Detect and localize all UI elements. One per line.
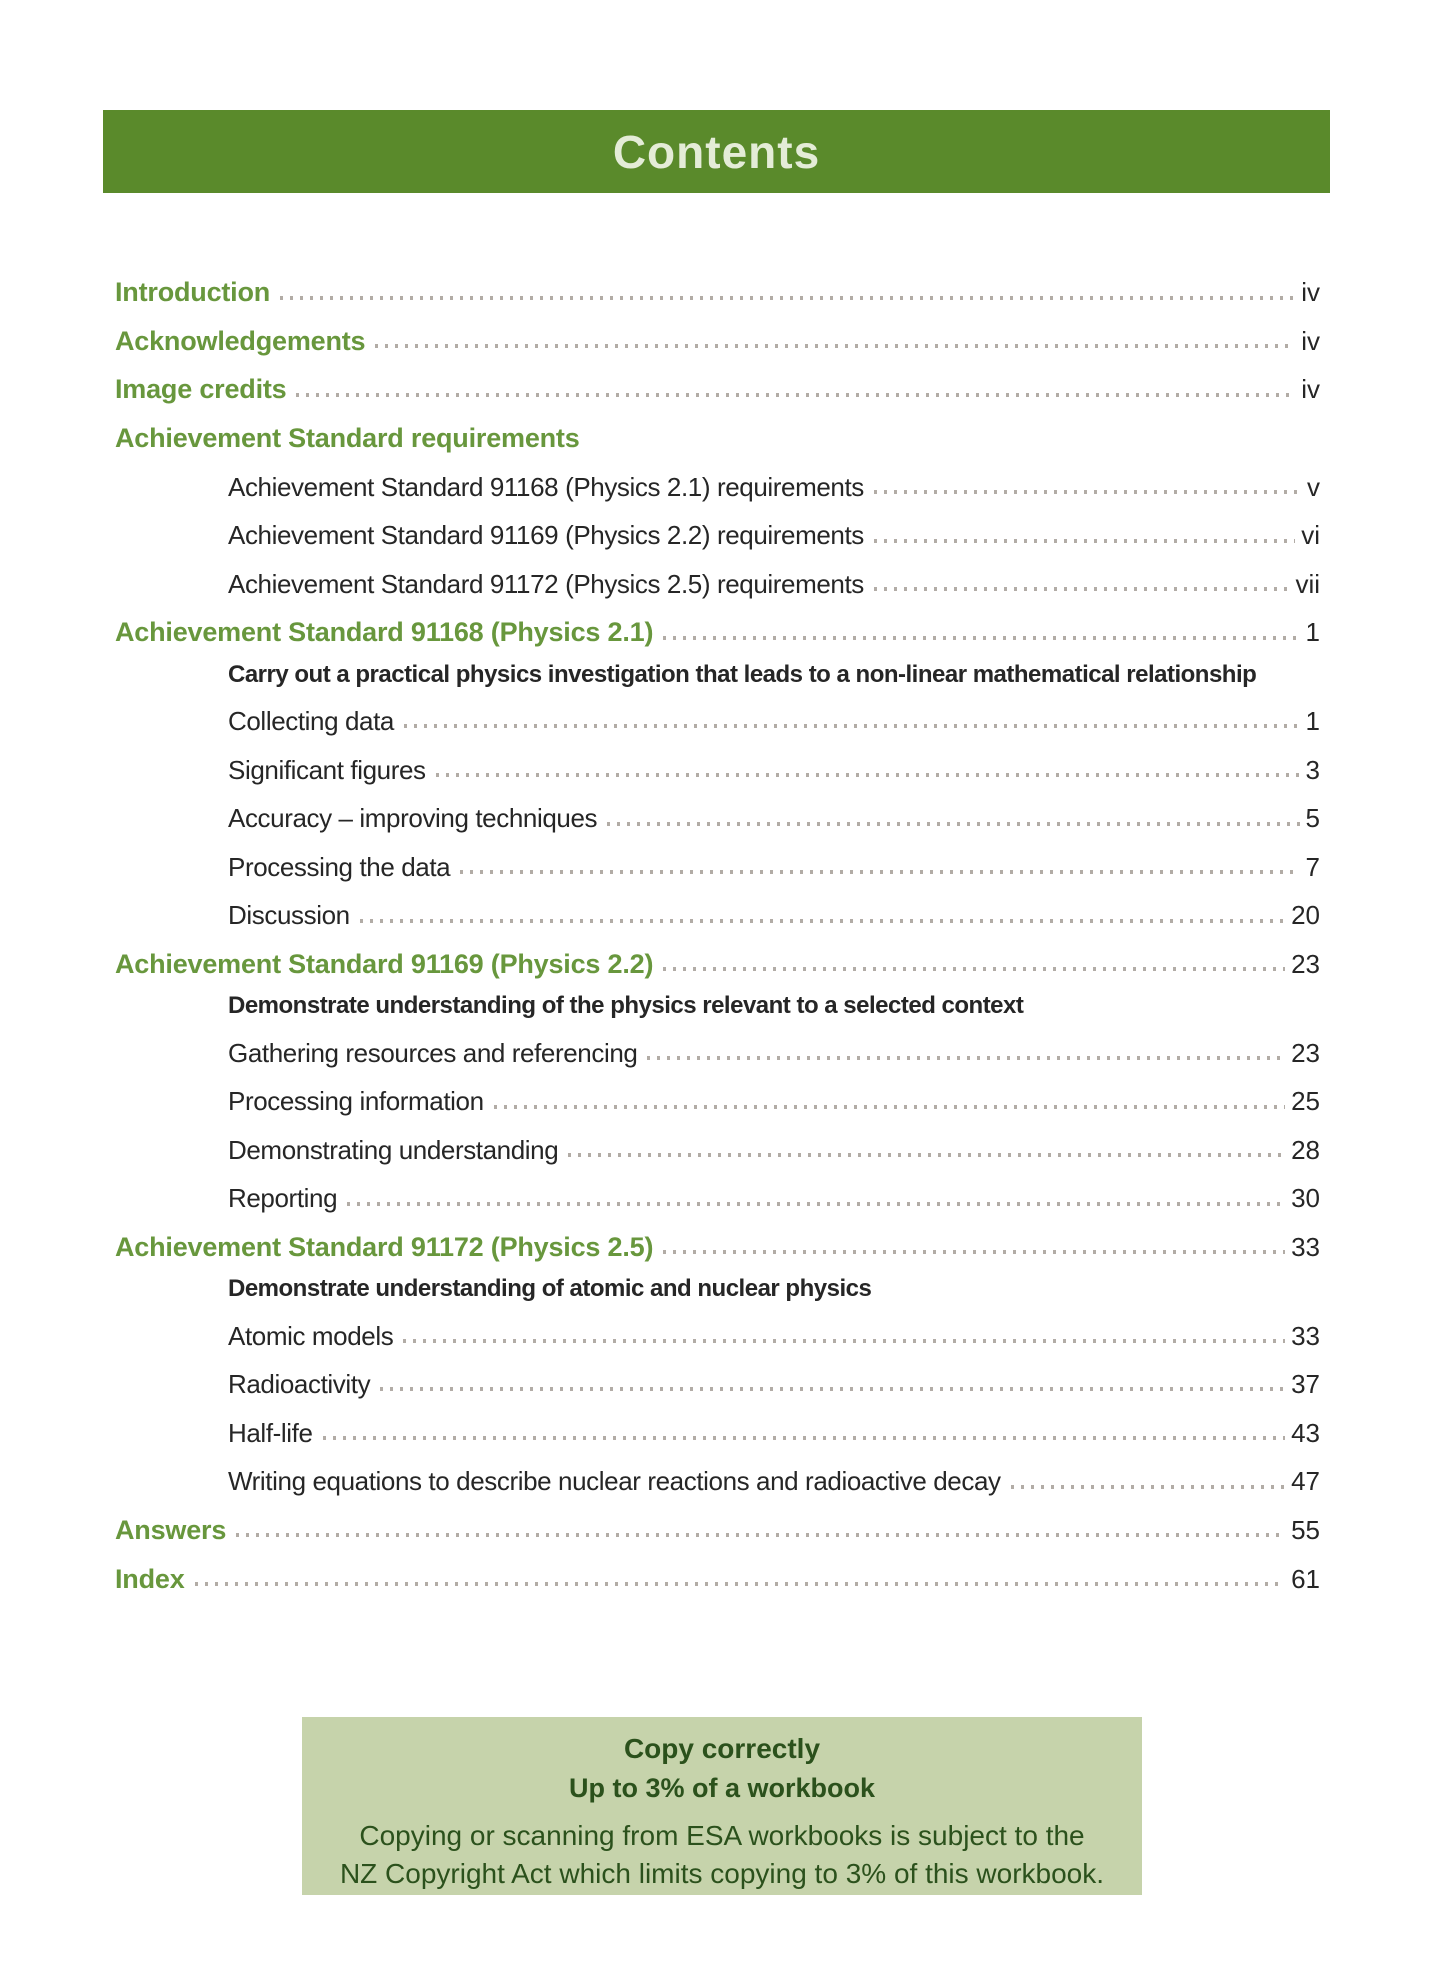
toc-row xyxy=(115,598,1320,647)
toc-row xyxy=(115,452,1320,501)
toc-row-label: Radioactivity xyxy=(228,1369,371,1400)
toc-row xyxy=(115,355,1320,404)
toc-row xyxy=(115,735,1320,784)
toc-row-label: Achievement Standard 91172 (Physics 2.5) requirements xyxy=(228,568,864,599)
toc-row-label: Demonstrating understanding xyxy=(228,1134,559,1165)
toc-row xyxy=(115,501,1320,550)
dotted-leader xyxy=(375,344,1295,348)
toc-row-page-number: 1 xyxy=(1305,706,1320,737)
toc-row xyxy=(115,1164,1320,1213)
page-title: Contents xyxy=(612,125,821,178)
dotted-leader xyxy=(663,636,1299,640)
toc-row xyxy=(115,258,1320,307)
copy-notice-box xyxy=(302,1717,1142,1895)
toc-row xyxy=(115,647,1320,687)
toc-row xyxy=(115,1067,1320,1116)
toc-row-page-number: iv xyxy=(1301,325,1320,356)
toc-row xyxy=(115,784,1320,833)
toc-row-label: Processing information xyxy=(228,1086,484,1117)
toc-row-page-number: 37 xyxy=(1291,1369,1320,1400)
toc-row xyxy=(115,1544,1320,1593)
toc-row-page-number: 47 xyxy=(1291,1466,1320,1497)
toc-row-page-number: 23 xyxy=(1291,1037,1320,1068)
dotted-leader xyxy=(494,1105,1285,1109)
toc-row-page-number: 43 xyxy=(1291,1417,1320,1448)
toc-row-page-number: 61 xyxy=(1291,1563,1320,1594)
copy-notice-body xyxy=(302,1817,1142,1893)
dotted-leader xyxy=(347,1202,1285,1206)
toc-row-label: Introduction xyxy=(115,277,271,308)
table-of-contents xyxy=(115,258,1320,1593)
toc-row-page-number: 33 xyxy=(1291,1320,1320,1351)
copy-notice-title: Copy correctly xyxy=(623,1733,821,1764)
toc-row-label: Collecting data xyxy=(228,706,394,737)
dotted-leader xyxy=(236,1533,1285,1537)
toc-row-label: Image credits xyxy=(115,374,287,405)
toc-row-label: Achievement Standard 91172 (Physics 2.5) xyxy=(115,1231,654,1262)
toc-row xyxy=(115,978,1320,1018)
toc-row xyxy=(115,1301,1320,1350)
toc-row-label: Processing the data xyxy=(228,851,451,882)
toc-row xyxy=(115,881,1320,930)
toc-row-page-number: v xyxy=(1307,471,1320,502)
toc-row-label: Achievement Standard 91169 (Physics 2.2) requirements xyxy=(228,520,864,551)
toc-row xyxy=(115,1116,1320,1165)
copy-notice-subtitle: Up to 3% of a workbook xyxy=(568,1773,876,1803)
toc-row-page-number: 1 xyxy=(1305,617,1320,648)
dotted-leader xyxy=(403,1339,1285,1343)
dotted-leader xyxy=(1011,1485,1285,1489)
dotted-leader xyxy=(874,490,1301,494)
toc-row-label: Acknowledgements xyxy=(115,325,366,356)
copy-notice-line2: NZ Copyright Act which limits copying to 3% of this workbook. xyxy=(339,1858,1105,1889)
dotted-leader xyxy=(568,1153,1285,1157)
toc-row-label: Carry out a practical physics investigation that leads to a non-linear mathematical relationship xyxy=(228,660,1257,688)
dotted-leader xyxy=(380,1387,1285,1391)
toc-row-page-number: 30 xyxy=(1291,1183,1320,1214)
toc-row xyxy=(115,404,1320,453)
toc-row-page-number: 33 xyxy=(1291,1231,1320,1262)
toc-row-page-number: 20 xyxy=(1291,900,1320,931)
toc-row-label: Index xyxy=(115,1563,185,1594)
toc-row-page-number: 25 xyxy=(1291,1086,1320,1117)
toc-row xyxy=(115,550,1320,599)
toc-row xyxy=(115,833,1320,882)
toc-row-label: Accuracy – improving techniques xyxy=(228,803,598,834)
toc-row-label: Answers xyxy=(115,1514,227,1545)
toc-row-label: Half-life xyxy=(228,1417,313,1448)
toc-row-page-number: 23 xyxy=(1291,949,1320,980)
toc-row-page-number: iv xyxy=(1301,374,1320,405)
toc-row xyxy=(115,1213,1320,1262)
toc-row-label: Achievement Standard requirements xyxy=(115,423,580,454)
toc-row xyxy=(115,1496,1320,1545)
toc-row-page-number: 5 xyxy=(1305,803,1320,834)
toc-row-label: Achievement Standard 91168 (Physics 2.1) xyxy=(115,617,654,648)
dotted-leader xyxy=(195,1582,1286,1586)
toc-row-label: Reporting xyxy=(228,1183,338,1214)
toc-row-page-number: 3 xyxy=(1305,754,1320,785)
toc-row-page-number: 7 xyxy=(1305,851,1320,882)
dotted-leader xyxy=(296,393,1295,397)
toc-row-label: Gathering resources and referencing xyxy=(228,1037,638,1068)
toc-row xyxy=(115,687,1320,736)
toc-row-label: Atomic models xyxy=(228,1320,394,1351)
copy-notice-line1: Copying or scanning from ESA workbooks is subject to the xyxy=(359,1820,1085,1851)
toc-row xyxy=(115,1398,1320,1447)
toc-row xyxy=(115,1350,1320,1399)
dotted-leader xyxy=(607,822,1299,826)
dotted-leader xyxy=(663,1250,1285,1254)
toc-row-label: Achievement Standard 91169 (Physics 2.2) xyxy=(115,948,654,979)
dotted-leader xyxy=(436,773,1300,777)
toc-row xyxy=(115,1447,1320,1496)
toc-row xyxy=(115,307,1320,356)
toc-row xyxy=(115,1018,1320,1067)
dotted-leader xyxy=(323,1436,1286,1440)
toc-row xyxy=(115,1261,1320,1301)
toc-row-label: Demonstrate understanding of the physics relevant to a selected context xyxy=(228,992,1024,1020)
dotted-leader xyxy=(874,587,1290,591)
dotted-leader xyxy=(280,296,1295,300)
toc-row-label: Discussion xyxy=(228,900,350,931)
dotted-leader xyxy=(404,724,1300,728)
toc-row-page-number: 55 xyxy=(1291,1514,1320,1545)
dotted-leader xyxy=(647,1056,1285,1060)
toc-row-label: Significant figures xyxy=(228,754,426,785)
toc-row xyxy=(115,930,1320,979)
dotted-leader xyxy=(360,919,1285,923)
toc-row-page-number: 28 xyxy=(1291,1134,1320,1165)
contents-header-bar xyxy=(103,110,1330,193)
toc-row-page-number: iv xyxy=(1301,277,1320,308)
dotted-leader xyxy=(460,870,1299,874)
toc-row-label: Demonstrate understanding of atomic and nuclear physics xyxy=(228,1275,872,1303)
toc-row-page-number: vii xyxy=(1295,568,1320,599)
dotted-leader xyxy=(663,967,1285,971)
toc-row-label: Achievement Standard 91168 (Physics 2.1) requirements xyxy=(228,471,864,502)
toc-row-label: Writing equations to describe nuclear reactions and radioactive decay xyxy=(228,1466,1001,1497)
toc-row-page-number: vi xyxy=(1301,520,1320,551)
dotted-leader xyxy=(874,539,1295,543)
